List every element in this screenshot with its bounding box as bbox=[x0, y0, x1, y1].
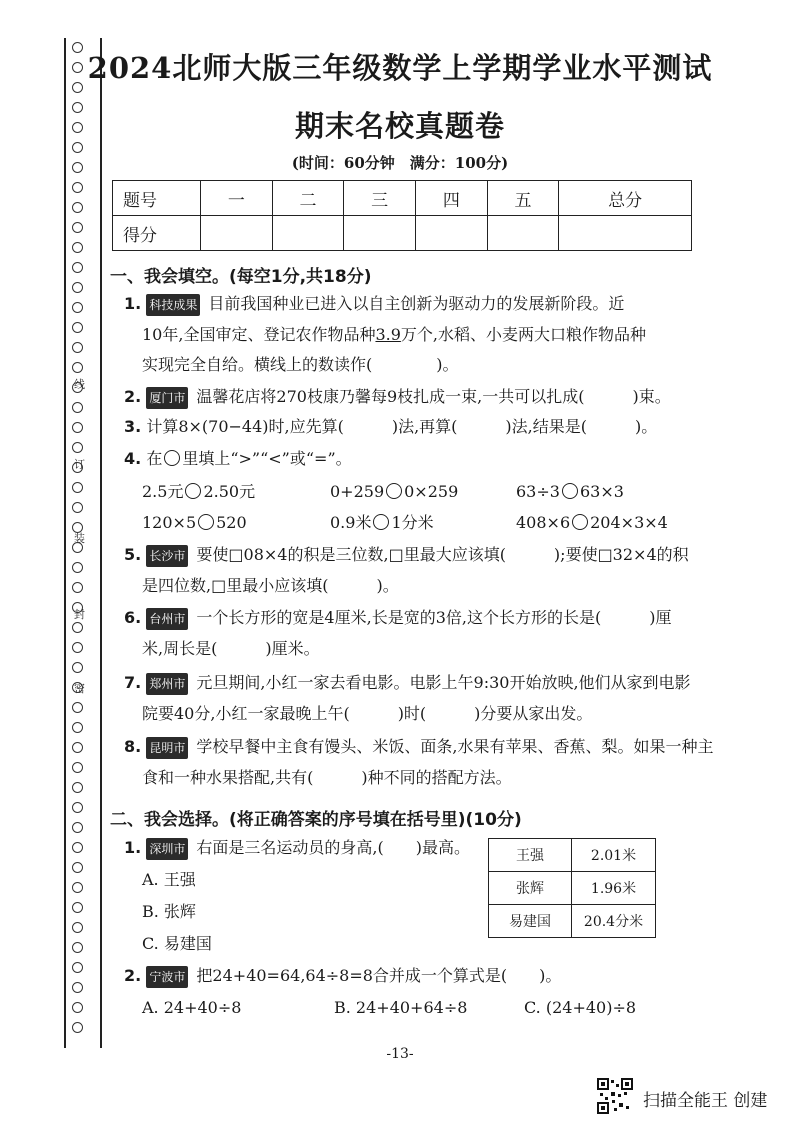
binding-hole-icon bbox=[72, 402, 83, 413]
binding-hole-icon bbox=[72, 662, 83, 673]
binding-hole-icon bbox=[72, 622, 83, 633]
circle-blank[interactable] bbox=[562, 483, 578, 499]
binding-hole-icon bbox=[72, 422, 83, 433]
table-cell: 易建国 bbox=[489, 905, 572, 938]
question-text: 右面是三名运动员的身高,( )最高。 bbox=[196, 838, 470, 857]
region-tag: 深圳市 bbox=[146, 838, 188, 860]
section-heading: 二、我会选择。(将正确答案的序号填在括号里)(10分) bbox=[110, 810, 522, 830]
question-line: 米,周长是( )厘米。 bbox=[142, 639, 320, 658]
page-subtitle-title: 期末名校真题卷 bbox=[294, 109, 505, 143]
table-row bbox=[113, 216, 692, 251]
question-number: 5. bbox=[124, 545, 142, 564]
score-cell[interactable] bbox=[416, 216, 488, 251]
compare-item: 0+259 0×259 bbox=[330, 482, 459, 501]
binding-hole-icon bbox=[72, 342, 83, 353]
question-number: 3. bbox=[124, 417, 142, 436]
binding-hole-icon bbox=[72, 942, 83, 953]
option-a[interactable]: A. 24+40÷8 bbox=[142, 998, 242, 1017]
score-cell[interactable] bbox=[344, 216, 416, 251]
binding-hole-icon bbox=[72, 982, 83, 993]
binding-hole-icon bbox=[72, 842, 83, 853]
binding-hole-icon bbox=[72, 642, 83, 653]
question bbox=[124, 966, 561, 988]
binding-label: 封 bbox=[74, 608, 85, 621]
table-cell: 五 bbox=[487, 181, 559, 216]
binding-hole-icon bbox=[72, 202, 83, 213]
question-number: 1. bbox=[124, 294, 142, 313]
table-cell: 1.96米 bbox=[572, 872, 656, 905]
score-cell[interactable] bbox=[272, 216, 344, 251]
question-line: 食和一种水果搭配,共有( )种不同的搭配方法。 bbox=[142, 768, 512, 787]
binding-hole-icon bbox=[72, 882, 83, 893]
binding-hole-icon bbox=[72, 222, 83, 233]
binding-hole-icon bbox=[72, 182, 83, 193]
table-row bbox=[489, 872, 656, 905]
binding-hole-icon bbox=[72, 322, 83, 333]
region-tag: 昆明市 bbox=[146, 737, 188, 759]
binding-hole-icon bbox=[72, 582, 83, 593]
binding-hole-icon bbox=[72, 862, 83, 873]
height-table bbox=[488, 838, 656, 938]
table-cell: 四 bbox=[416, 181, 488, 216]
binding-hole-icon bbox=[72, 242, 83, 253]
question bbox=[124, 417, 657, 437]
region-tag: 长沙市 bbox=[146, 545, 188, 567]
region-tag: 宁波市 bbox=[146, 966, 188, 988]
compare-item: 408×6 204×3×4 bbox=[516, 513, 668, 532]
question-number: 2. bbox=[124, 387, 142, 406]
compare-item: 120×5 520 bbox=[142, 513, 247, 532]
circle-blank[interactable] bbox=[164, 450, 180, 466]
compare-item: 0.9米 1分米 bbox=[330, 513, 434, 532]
page-number: -13- bbox=[386, 1046, 414, 1062]
circle-blank[interactable] bbox=[386, 483, 402, 499]
question-text: 一个长方形的宽是4厘米,长是宽的3倍,这个长方形的长是( )厘 bbox=[196, 608, 672, 627]
question-line: 院要40分,小红一家最晚上午( )时( )分要从家出发。 bbox=[142, 704, 593, 723]
question bbox=[124, 737, 714, 759]
binding-label: 装 bbox=[74, 532, 85, 545]
binding-hole-icon bbox=[72, 502, 83, 513]
scanner-watermark: 扫描全能王 创建 bbox=[643, 1091, 768, 1111]
binding-hole-icon bbox=[72, 822, 83, 833]
option-b[interactable]: B. 24+40+64÷8 bbox=[334, 998, 468, 1017]
circle-blank[interactable] bbox=[185, 483, 201, 499]
question bbox=[124, 387, 671, 409]
binding-hole-icon bbox=[72, 902, 83, 913]
question-number: 7. bbox=[124, 673, 142, 692]
question-number: 1. bbox=[124, 838, 142, 857]
binding-hole-icon bbox=[72, 762, 83, 773]
region-tag: 科技成果 bbox=[146, 294, 200, 316]
region-tag: 台州市 bbox=[146, 608, 188, 630]
binding-hole-icon bbox=[72, 562, 83, 573]
question bbox=[124, 449, 352, 469]
table-cell: 二 bbox=[272, 181, 344, 216]
question bbox=[124, 838, 470, 860]
question-line bbox=[142, 325, 646, 345]
question-text: 里填上“>”“<”或“=”。 bbox=[182, 449, 352, 468]
table-row bbox=[489, 839, 656, 872]
qr-code-icon bbox=[597, 1078, 633, 1114]
binding-hole-icon bbox=[72, 1022, 83, 1033]
question-text: 要使□08×4的积是三位数,□里最大应该填( );要使□32×4的积 bbox=[196, 545, 689, 564]
exam-info: (时间：60分钟 满分：100分) bbox=[291, 154, 509, 172]
question-text: 计算8×(70−44)时,应先算( )法,再算( )法,结果是( )。 bbox=[146, 417, 658, 436]
binding-hole-icon bbox=[72, 482, 83, 493]
question-number: 8. bbox=[124, 737, 142, 756]
region-tag: 郑州市 bbox=[146, 673, 188, 695]
option-b[interactable]: B. 张辉 bbox=[142, 902, 196, 921]
question-text: 在 bbox=[146, 449, 163, 468]
question-number: 4. bbox=[124, 449, 142, 468]
table-cell: 三 bbox=[344, 181, 416, 216]
binding-hole-icon bbox=[72, 302, 83, 313]
binding-hole-icon bbox=[72, 782, 83, 793]
circle-blank[interactable] bbox=[373, 514, 389, 530]
table-cell: 总分 bbox=[559, 181, 692, 216]
question-text: 10年,全国审定、登记农作物品种 bbox=[142, 325, 376, 344]
binding-hole-icon bbox=[72, 922, 83, 933]
binding-hole-icon bbox=[72, 702, 83, 713]
table-row bbox=[489, 905, 656, 938]
question-text: 元旦期间,小红一家去看电影。电影上午9:30开始放映,他们从家到电影 bbox=[196, 673, 691, 692]
binding-label: 订 bbox=[74, 458, 85, 471]
binding-hole-icon bbox=[72, 262, 83, 273]
question-text: 目前我国种业已进入以自主创新为驱动力的发展新阶段。近 bbox=[208, 294, 625, 313]
region-tag: 厦门市 bbox=[146, 387, 188, 409]
underlined-number: 3.9 bbox=[375, 325, 401, 344]
question-text: 学校早餐中主食有馒头、米饭、面条,水果有苹果、香蕉、梨。如果一种主 bbox=[196, 737, 714, 756]
question-text: 温馨花店将270枝康乃馨每9枝扎成一束,一共可以扎成( )束。 bbox=[196, 387, 671, 406]
circle-blank[interactable] bbox=[198, 514, 214, 530]
score-table bbox=[112, 180, 692, 251]
question-line: 是四位数,□里最小应该填( )。 bbox=[142, 576, 399, 595]
binding-hole-icon bbox=[72, 722, 83, 733]
question-number: 2. bbox=[124, 966, 142, 985]
option-a[interactable]: A. 王强 bbox=[142, 870, 196, 889]
table-cell: 题号 bbox=[113, 181, 201, 216]
question-line: 实现完全自给。横线上的数读作( )。 bbox=[142, 355, 459, 374]
binding-hole-icon bbox=[72, 362, 83, 373]
question bbox=[124, 545, 689, 567]
question bbox=[124, 608, 671, 630]
compare-item: 63÷3 63×3 bbox=[516, 482, 624, 501]
question-text: 把24+40=64,64÷8=8合并成一个算式是( )。 bbox=[196, 966, 562, 985]
binding-hole-icon bbox=[72, 742, 83, 753]
compare-item: 2.5元 2.50元 bbox=[142, 482, 256, 501]
table-cell: 得分 bbox=[113, 216, 201, 251]
binding-hole-icon bbox=[72, 962, 83, 973]
question bbox=[124, 673, 691, 695]
binding-label: 线 bbox=[74, 378, 85, 391]
option-c[interactable]: C. (24+40)÷8 bbox=[524, 998, 637, 1017]
score-cell[interactable] bbox=[559, 216, 692, 251]
question-number: 6. bbox=[124, 608, 142, 627]
section-heading: 一、我会填空。(每空1分,共18分) bbox=[110, 267, 372, 287]
table-cell: 张辉 bbox=[489, 872, 572, 905]
binding-hole-icon bbox=[72, 1002, 83, 1013]
binding-hole-icon bbox=[72, 282, 83, 293]
binding-label: 密 bbox=[74, 682, 85, 695]
score-cell[interactable] bbox=[201, 216, 273, 251]
question-text: 万个,水稻、小麦两大口粮作物品种 bbox=[400, 325, 646, 344]
table-cell: 一 bbox=[201, 181, 273, 216]
table-row bbox=[113, 181, 692, 216]
question bbox=[124, 294, 624, 316]
table-cell: 20.4分米 bbox=[572, 905, 656, 938]
score-cell[interactable] bbox=[487, 216, 559, 251]
table-cell: 2.01米 bbox=[572, 839, 656, 872]
page-title: 2024北师大版三年级数学上学期学业水平测试 bbox=[87, 51, 713, 85]
circle-blank[interactable] bbox=[572, 514, 588, 530]
option-c[interactable]: C. 易建国 bbox=[142, 934, 212, 953]
binding-hole-icon bbox=[72, 442, 83, 453]
table-cell: 王强 bbox=[489, 839, 572, 872]
binding-hole-icon bbox=[72, 802, 83, 813]
